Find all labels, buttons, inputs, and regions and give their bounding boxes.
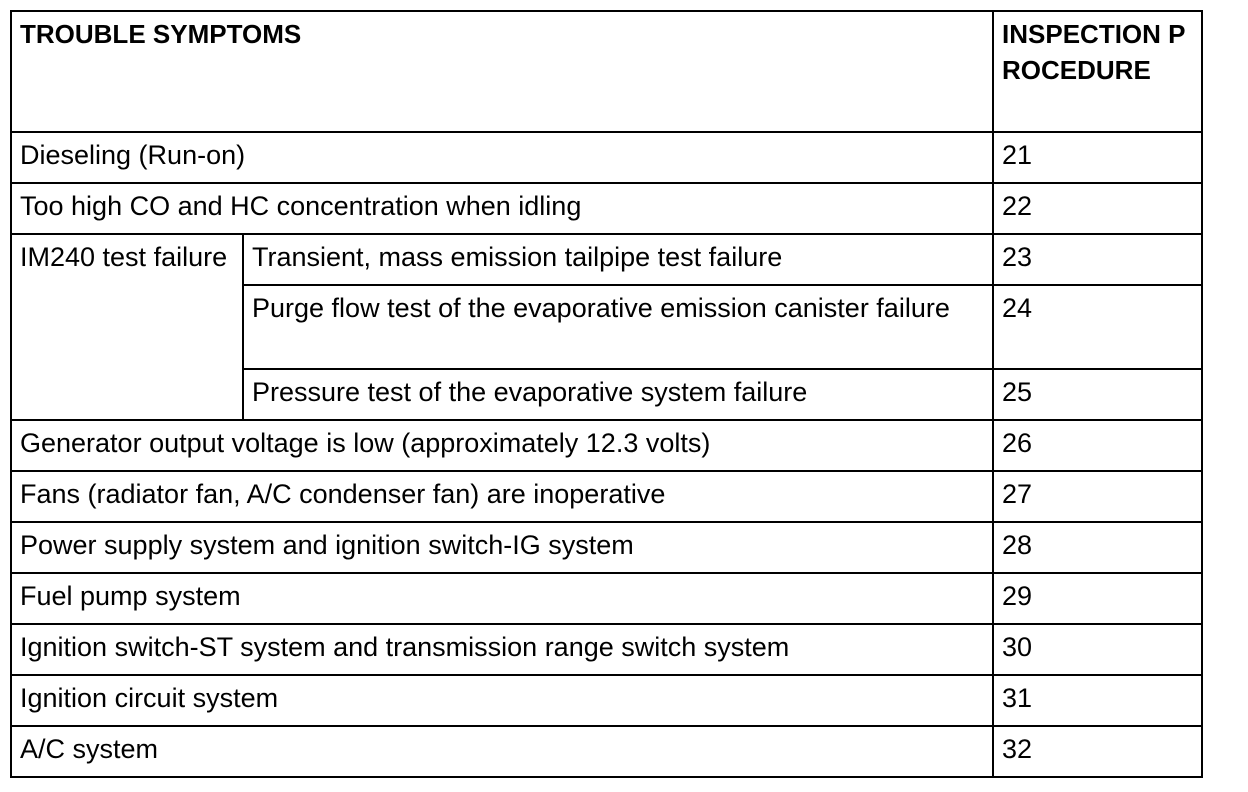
symptom-cell: Too high CO and HC concentration when idling [11,183,993,234]
symptom-cell: Dieseling (Run-on) [11,132,993,183]
procedure-cell: 30 [993,624,1202,675]
symptom-cell: Pressure test of the evaporative system failure [243,369,993,420]
header-inspection-procedure: INSPECTION PROCEDURE [993,11,1202,132]
procedure-cell: 21 [993,132,1202,183]
procedure-cell: 23 [993,234,1202,285]
table-row [11,420,1202,471]
symptom-cell: Generator output voltage is low (approximately 12.3 volts) [11,420,993,471]
symptom-cell: A/C system [11,726,993,777]
table-row [11,624,1202,675]
symptom-cell: Power supply system and ignition switch-IG system [11,522,993,573]
table-row [11,132,1202,183]
procedure-cell: 28 [993,522,1202,573]
procedure-cell: 29 [993,573,1202,624]
procedure-cell: 26 [993,420,1202,471]
table-row [11,726,1202,777]
symptom-cell: Fans (radiator fan, A/C condenser fan) are inoperative [11,471,993,522]
table-row [11,183,1202,234]
symptom-cell: Transient, mass emission tailpipe test failure [243,234,993,285]
trouble-symptoms-table [10,10,1203,778]
group-label-cell: IM240 test failure [11,234,243,420]
procedure-cell: 22 [993,183,1202,234]
symptom-cell: Ignition circuit system [11,675,993,726]
table-row [11,522,1202,573]
header-trouble-symptoms: TROUBLE SYMPTOMS [11,11,993,132]
symptom-cell: Fuel pump system [11,573,993,624]
procedure-cell: 32 [993,726,1202,777]
table-row [11,675,1202,726]
symptom-cell: Purge flow test of the evaporative emission canister failure [243,285,993,369]
procedure-cell: 24 [993,285,1202,369]
symptom-cell: Ignition switch-ST system and transmission range switch system [11,624,993,675]
table-row [11,234,1202,285]
procedure-cell: 27 [993,471,1202,522]
table-row [11,573,1202,624]
table-header-row [11,11,1202,132]
procedure-cell: 25 [993,369,1202,420]
table-row [11,471,1202,522]
procedure-cell: 31 [993,675,1202,726]
